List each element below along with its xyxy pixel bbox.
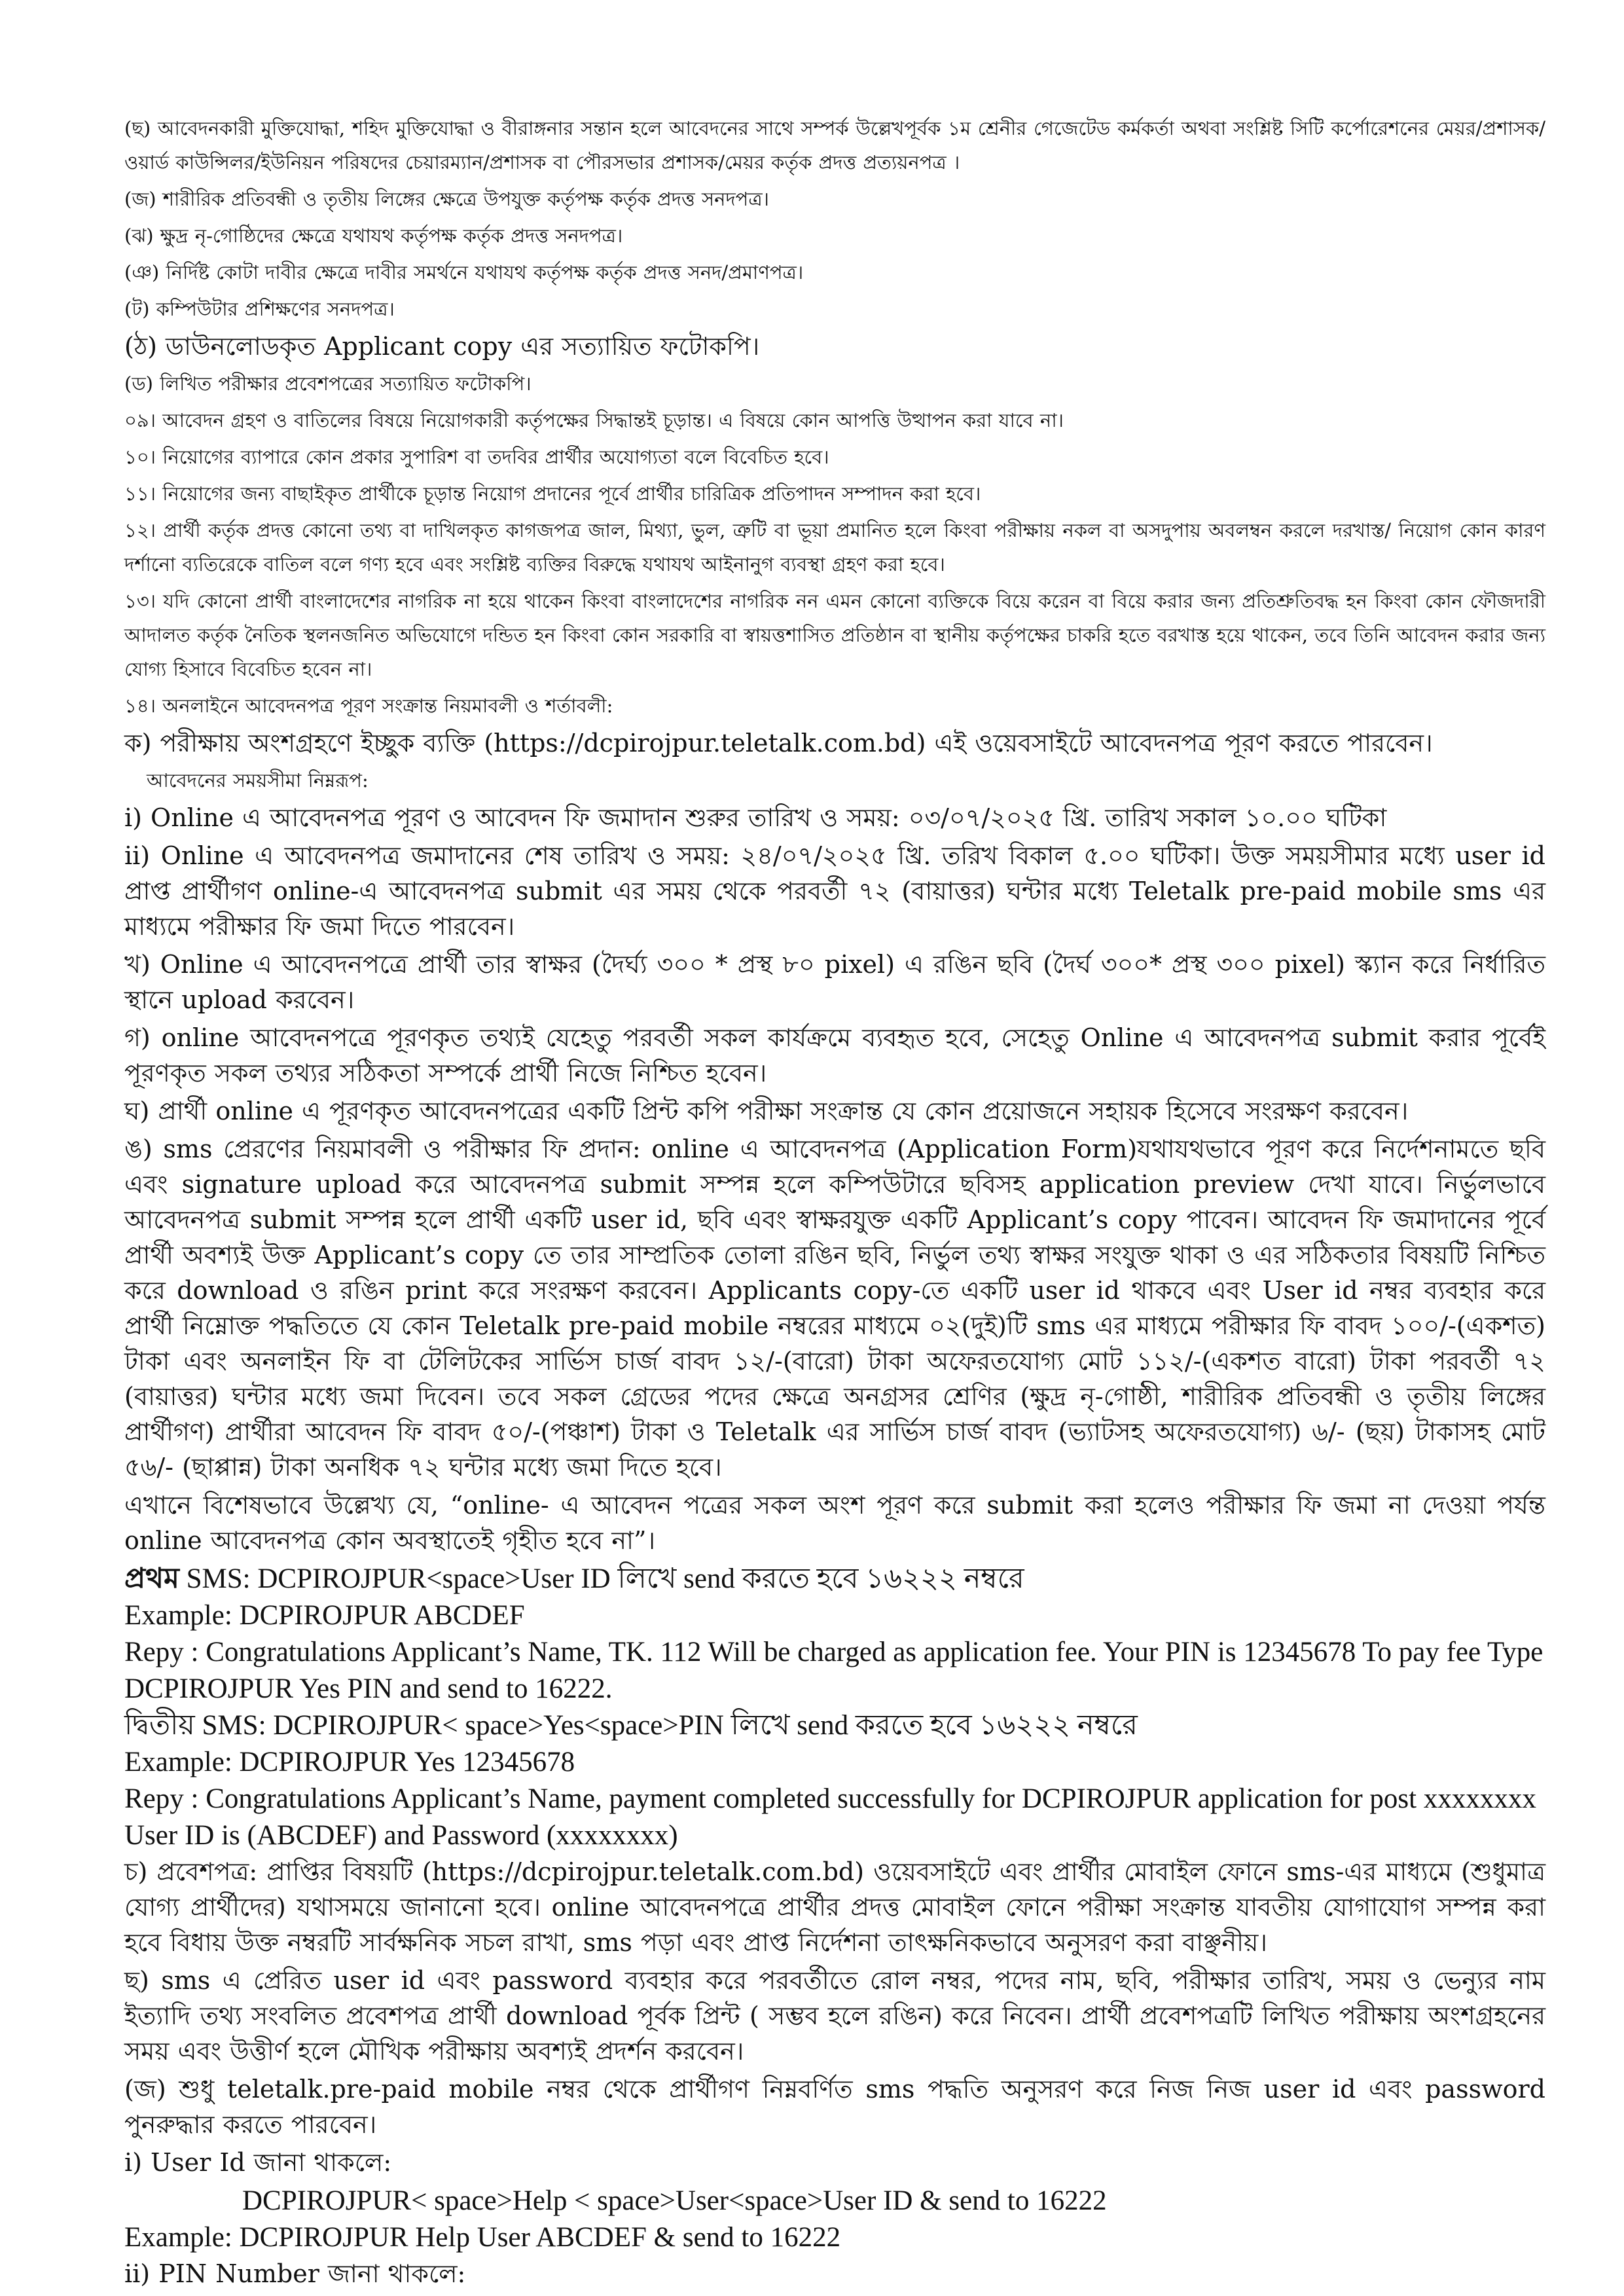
sms-instructions (124, 1561, 1545, 1854)
deadline-heading: আবেদনের সময়সীমা নিম্নরূপ: (147, 769, 369, 792)
online-start: i) Online এ আবেদনপত্র পূরণ ও আবেদন ফি জমাদান শুরুর তারিখ ও সময়: ০৩/০৭/২০২৫ খ্রি. তারিখ সকাল ১০.০০ ঘটিকা (124, 803, 1387, 832)
sms-first (124, 1561, 1545, 1597)
sms-second: দ্বিতীয় SMS: DCPIROJPUR< space>Yes<space>PIN লিখে send করতে হবে ১৬২২২ নম্বরে (124, 1710, 1138, 1741)
rule-chha-download: ছ) sms এ প্রেরিত user id এবং password ব্যবহার করে পরবর্তীতে রোল নম্বর, পদের নাম, ছবি, পরীক্ষার তারিখ, সময় ও ভেন্যুর নাম ইত্যাদি তথ্য সংবলিত প্রবেশপত্র প্রার্থী download পূর্বক প্রিন্ট ( সম্ভব হলে রঙিন) করে নিবেন। প্রার্থী প্রবেশপত্রটি লিখিত পরীক্ষায় অংশগ্রহনের সময় এবং উত্তীর্ণ হলে মৌখিক পরীক্ষায় অবশ্যই প্রদর্শন করবেন। (124, 1966, 1545, 2066)
item-ta: (ট) কম্পিউটার প্রশিক্ষণের সনদপত্র। (124, 298, 395, 320)
recovery-format: DCPIROJPUR< space>Help < space>User<space>User ID & send to 16222 (242, 2185, 1107, 2216)
recovery-example: Example: DCPIROJPUR Help User ABCDEF & send to 16222 (124, 2222, 841, 2253)
clause-14: ১৪। অনলাইনে আবেদনপত্র পূরণ সংক্রান্ত নিয়মাবলী ও শর্তাবলী: (124, 695, 613, 717)
clause-12: ১২। প্রার্থী কর্তৃক প্রদত্ত কোনো তথ্য বা দাখিলকৃত কাগজপত্র জাল, মিথ্যা, ভুল, ত্রুটি বা ভূয়া প্রমানিত হলে কিংবা পরীক্ষায় নকল বা অসদুপায় অবলম্বন করলে দরখাস্ত/ নিয়োগ কোন কারণ দর্শানো ব্যতিরেকে বাতিল বলে গণ্য হবে এবং সংশ্লিষ্ট ব্যক্তির বিরুদ্ধে যথাযথ আইনানুগ ব্যবস্থা গ্রহণ করা হবে। (124, 519, 1545, 575)
sms-first-text: SMS: DCPIROJPUR<space>User ID লিখে send করতে হবে ১৬২২২ নম্বরে (186, 1563, 1024, 1594)
clause-13: ১৩। যদি কোনো প্রার্থী বাংলাদেশের নাগরিক না হয়ে থাকেন কিংবা বাংলাদেশের নাগরিক নন এমন কোনো ব্যক্তিকে বিয়ে করেন বা বিয়ে করার জন্য প্রতিশ্রুতিবদ্ধ হন কিংবা কোন ফৌজদারী আদালত কর্তৃক নৈতিক স্থলনজনিত অভিযোগে দন্ডিত হন কিংবা কোন সরকারি বা স্বায়ত্তশাসিত প্রতিষ্ঠান বা স্থানীয় কর্তৃপক্ষের চাকরি হতে বরখাস্ত হয়ে থাকেন, তবে তিনি আবেদন করার জন্য যোগ্য হিসাবে বিবেচিত হবেন না। (124, 590, 1546, 680)
clause-11: ১১। নিয়োগের জন্য বাছাইকৃত প্রার্থীকে চূড়ান্ত নিয়োগ প্রদানের পূর্বে প্রার্থীর চারিত্রিক প্রতিপাদন সম্পাদন করা হবে। (124, 483, 981, 505)
item-da: (ড) লিখিত পরীক্ষার প্রবেশপত্রের সত্যায়িত ফটোকপি। (124, 373, 532, 395)
admit-card-instructions (124, 1854, 1545, 2180)
online-end: ii) Online এ আবেদনপত্র জমাদানের শেষ তারিখ ও সময়: ২৪/০৭/২০২৫ খ্রি. তরিখ বিকাল ৫.০০ ঘটিকা। উক্ত সময়সীমার মধ্যে user id প্রাপ্ত প্রার্থীগণ online-এ আবেদনপত্র submit এর সময় থেকে পরবর্তী ৭২ (বায়াত্তর) ঘন্টার মধ্যে Teletalk pre-paid mobile sms এর মাধ্যমে পরীক্ষার ফি জমা দিতে পারবেন। (124, 841, 1545, 941)
item-nya: (ঞ) নির্দিষ্ট কোটা দাবীর ক্ষেত্রে দাবীর সমর্থনে যথাযথ কর্তৃপক্ষ কর্তৃক প্রদত্ত সনদ/প্রমাণপত্র। (124, 261, 804, 283)
user-id-known: i) User Id জানা থাকলে: (124, 2148, 392, 2177)
rule-ja-recovery: (জ) শুধু teletalk.pre-paid mobile নম্বর থেকে প্রার্থীগণ নিম্নবর্ণিত sms পদ্ধতি অনুসরণ করে নিজ নিজ user id এবং password পুনরুদ্ধার করতে পারবেন। (124, 2075, 1545, 2139)
item-jha: (ঝ) ক্ষুদ্র নৃ-গোষ্ঠিদের ক্ষেত্রে যথাযথ কর্তৃপক্ষ কর্তৃক প্রদত্ত সনদপত্র। (124, 225, 623, 247)
item-ja: (জ) শারীরিক প্রতিবন্ধী ও তৃতীয় লিঙ্গের ক্ষেত্রে উপযুক্ত কর্তৃপক্ষ কর্তৃক প্রদত্ত সনদপত্র। (124, 188, 770, 210)
rule-cha-admit: চ) প্রবেশপত্র: প্রাপ্তির বিষয়টি (https://dcpirojpur.teletalk.com.bd) ওয়েবসাইটে এবং প্রার্থীর মোবাইল ফোনে sms-এর মাধ্যমে (শুধুমাত্র যোগ্য প্রার্থীদের) যথাসময়ে জানানো হবে। online আবেদনপত্রে প্রার্থীর প্রদত্ত মোবাইল ফোনে পরীক্ষা সংক্রান্ত যাবতীয় যোগাযোগ সম্পন্ন করা হবে বিধায় উক্ত নম্বরটি সার্বক্ষনিক সচল রাখা, sms পড়া এবং প্রাপ্ত নির্দেশনা তাৎক্ষনিকভাবে অনুসরণ করা বাঞ্ছনীয়। (124, 1857, 1545, 1957)
sms-reply-1: Repy : Congratulations Applicant’s Name, TK. 112 Will be charged as application fee. Your PIN is 12345678 To pay fee Type DCPIROJPUR Yes PIN and send to 16222. (124, 1637, 1543, 1704)
pin-known: ii) PIN Number জানা থাকলে: (124, 2259, 466, 2288)
sms-reply-2: Repy : Congratulations Applicant’s Name, payment completed successfully for DCPIROJPUR application for post xxxxxxxx User ID is (ABCDEF) and Password (xxxxxxxx) (124, 1783, 1536, 1851)
instructions-list (124, 111, 1545, 1558)
rule-uma-sms-fee: ঙ) sms প্রেরণের নিয়মাবলী ও পরীক্ষার ফি প্রদান: online এ আবেদনপত্র (Application Form)যথাযথভাবে পূরণ করে নির্দেশনামতে ছবি এবং signature upload করে আবেদনপত্র submit সম্পন্ন হলে কম্পিউটারে ছবিসহ application preview দেখা যাবে। নির্ভুলভাবে আবেদনপত্র submit সম্পন্ন হলে প্রার্থী একটি user id, ছবি এবং স্বাক্ষরযুক্ত একটি Applicant’s copy পাবেন। আবেদন ফি জমাদানের পূর্বে প্রার্থী অবশ্যই উক্ত Applicant’s copy তে তার সাম্প্রতিক তোলা রঙিন ছবি, নির্ভুল তথ্য স্বাক্ষর সংযুক্ত থাকা ও এর সঠিকতার বিষয়টি নিশ্চিত করে download ও রঙিন print করে সংরক্ষণ করবেন। Applicants copy-তে একটি user id থাকবে এবং User id নম্বর ব্যবহার করে প্রার্থী নিম্নোক্ত পদ্ধতিতে যে কোন Teletalk pre-paid mobile নম্বরের মাধ্যমে ০২(দুই)টি sms এর মাধ্যমে পরীক্ষার ফি বাবদ ১০০/-(একশত) টাকা এবং অনলাইন ফি বা টেলিটকের সার্ভিস চার্জ বাবদ ১২/-(বারো) টাকা অফেরতযোগ্য মোট ১১২/-(একশত বারো) টাকা পরবর্তী ৭২ (বায়াত্তর) ঘন্টার মধ্যে জমা দিবেন। তবে সকল গ্রেডের পদের ক্ষেত্রে অনগ্রসর শ্রেণির (ক্ষুদ্র নৃ-গোষ্ঠী, শারীরিক প্রতিবন্ধী ও তৃতীয় লিঙ্গের প্রার্থীগণ) প্রার্থীরা আবেদন ফি বাবদ ৫০/-(পঞ্চাশ) টাকা ও Teletalk এর সার্ভিস চার্জ বাবদ (ভ্যাটসহ অফেরতযোগ্য) ৬/- (ছয়) টাকাসহ মোট ৫৬/- (ছাপ্পান্ন) টাকা অনধিক ৭২ ঘন্টার মধ্যে জমা দিতে হবে। (124, 1135, 1545, 1482)
special-note: এখানে বিশেষভাবে উল্লেখ্য যে, “online- এ আবেদন পত্রের সকল অংশ পূরণ করে submit করা হলেও পরীক্ষার ফি জমা না দেওয়া পর্যন্ত online আবেদনপত্র কোন অবস্থাতেই গৃহীত হবে না”। (124, 1491, 1545, 1555)
clause-10: ১০। নিয়োগের ব্যাপারে কোন প্রকার সুপারিশ বা তদবির প্রার্থীর অযোগ্যতা বলে বিবেচিত হবে। (124, 446, 829, 468)
rule-ka: ক) পরীক্ষায় অংশগ্রহণে ইচ্ছুক ব্যক্তি (https://dcpirojpur.teletalk.com.bd) এই ওয়েবসাইটে আবেদনপত্র পূরণ করতে পারবেন। (124, 729, 1433, 757)
sms-first-label: প্রথম (124, 1563, 179, 1594)
sms-example-2: Example: DCPIROJPUR Yes 12345678 (124, 1747, 575, 1777)
rule-ga: গ) online আবেদনপত্রে পূরণকৃত তথ্যই যেহেতু পরবর্তী সকল কার্যক্রমে ব্যবহৃত হবে, সেহেতু Online এ আবেদনপত্র submit করার পূর্বেই পূরণকৃত সকল তথ্যর সঠিকতা সম্পর্কে প্রার্থী নিজে নিশ্চিত হবেন। (124, 1023, 1545, 1087)
sms-example-1: Example: DCPIROJPUR ABCDEF (124, 1600, 525, 1631)
rule-gha: ঘ) প্রার্থী online এ পূরণকৃত আবেদনপত্রের একটি প্রিন্ট কপি পরীক্ষা সংক্রান্ত যে কোন প্রয়োজনে সহায়ক হিসেবে সংরক্ষণ করবেন। (124, 1097, 1409, 1125)
recovery-instructions (124, 2183, 1545, 2291)
clause-09: ০৯। আবেদন গ্রহণ ও বাতিলের বিষয়ে নিয়োগকারী কর্তৃপক্ষের সিদ্ধান্তই চূড়ান্ত। এ বিষয়ে কোন আপত্তি উত্থাপন করা যাবে না। (124, 409, 1064, 431)
item-tha: (ঠ) ডাউনলোডকৃত Applicant copy এর সত্যায়িত ফটোকপি। (124, 332, 760, 361)
rule-kha: খ) Online এ আবেদনপত্রে প্রার্থী তার স্বাক্ষর (দৈর্ঘ্য ৩০০ * প্রস্থ ৮০ pixel) এ রঙিন ছবি (দৈর্ঘ ৩০০* প্রস্থ ৩০০ pixel) স্ক্যান করে নির্ধারিত স্থানে upload করবেন। (124, 950, 1545, 1014)
item-cha: (ছ) আবেদনকারী মুক্তিযোদ্ধা, শহিদ মুক্তিযোদ্ধা ও বীরাঙ্গনার সন্তান হলে আবেদনের সাথে সম্পর্ক উল্লেখপূর্বক ১ম শ্রেনীর গেজেটেড কর্মকর্তা অথবা সংশ্লিষ্ট সিটি কর্পোরেশনের মেয়র/প্রশাসক/ওয়ার্ড কাউন্সিলর/ইউনিয়ন পরিষদের চেয়ারম্যান/প্রশাসক বা পৌরসভার প্রশাসক/মেয়র কর্তৃক প্রদত্ত প্রত্যয়নপত্র । (124, 117, 1545, 173)
